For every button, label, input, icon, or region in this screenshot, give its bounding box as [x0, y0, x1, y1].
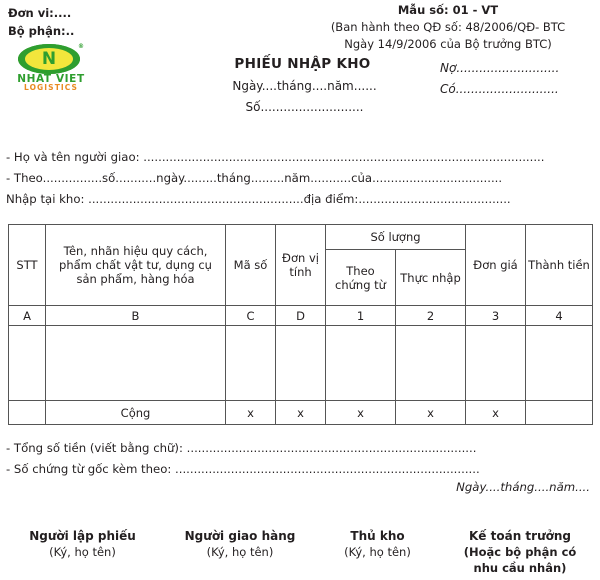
signature-title-preparer: Người lập phiếu — [29, 529, 136, 543]
logo-letter-n-icon: N — [41, 49, 57, 69]
logo-company-name: NHAT VIET — [17, 73, 85, 85]
signature-column-chief-accountant — [440, 528, 600, 576]
letter-cell-b: B — [46, 306, 226, 326]
form-decision-date-line: Ngày 14/9/2006 của Bộ trưởng BTC) — [344, 37, 552, 51]
debit-field: Nợ........................... — [440, 61, 560, 75]
total-cell-unit: x — [276, 401, 326, 425]
cell-name[interactable] — [46, 326, 226, 401]
deliverer-name-field: - Họ và tên người giao: ............................................................................................................ — [6, 150, 545, 164]
header-cell-qty-doc: Theo chứng từ — [326, 250, 396, 306]
cell-qty-actual[interactable] — [396, 326, 466, 401]
total-amount-words-field: - Tổng số tiền (viết bằng chữ): .............................................................................. — [6, 441, 477, 455]
registered-trademark-icon: ® — [78, 43, 84, 50]
warehouse-location-field: Nhập tại kho: ..........................................................địa điểm:......................................... — [6, 192, 511, 206]
total-cell-label: Cộng — [46, 401, 226, 425]
letter-cell-a: A — [9, 306, 46, 326]
header-cell-amount: Thành tiền — [526, 225, 593, 306]
document-number-line: Số........................... — [245, 100, 364, 114]
attached-documents-field: - Số chứng từ gốc kèm theo: .................................................................................. — [6, 462, 480, 476]
signature-block — [0, 528, 600, 576]
signature-sub-storekeeper: (Ký, họ tên) — [344, 545, 411, 559]
cell-code[interactable] — [226, 326, 276, 401]
department-label: Bộ phận:.. — [8, 24, 75, 38]
goods-table — [8, 224, 593, 425]
signature-column-preparer — [0, 528, 165, 576]
document-title-block — [185, 56, 420, 114]
form-number: Mẫu số: 01 - VT — [397, 3, 499, 17]
letter-cell-4: 4 — [526, 306, 593, 326]
reference-document-field: - Theo................số...........ngày.........tháng.........năm...........của................................... — [6, 171, 503, 185]
table-header-row-group — [9, 225, 593, 250]
credit-field: Có........................... — [440, 82, 559, 96]
cell-stt[interactable] — [9, 326, 46, 401]
unit-label: Đơn vi:.... — [8, 6, 72, 20]
letter-cell-2: 2 — [396, 306, 466, 326]
summary-block — [6, 438, 596, 494]
header-cell-qty-actual: Thực nhập — [396, 250, 466, 306]
cell-qty-doc[interactable] — [326, 326, 396, 401]
signature-title-storekeeper: Thủ kho — [350, 529, 405, 543]
total-cell-amount — [526, 401, 593, 425]
company-logo — [8, 44, 94, 92]
header-cell-unit: Đơn vị tính — [276, 225, 326, 306]
table-row[interactable] — [9, 326, 593, 401]
unit-department-block — [8, 4, 198, 40]
logo-company-subtitle: LOGISTICS — [23, 83, 79, 92]
letter-cell-c: C — [226, 306, 276, 326]
signature-sub-deliverer: (Ký, họ tên) — [206, 545, 274, 559]
page-title: PHIẾU NHẬP KHO — [234, 56, 371, 72]
header-cell-unit-price: Đơn giá — [466, 225, 526, 306]
header-cell-name: Tên, nhãn hiệu quy cách, phẩm chất vật tư, dụng cụ sản phẩm, hàng hóa — [46, 225, 226, 306]
total-cell-code: x — [226, 401, 276, 425]
total-cell-qty-doc: x — [326, 401, 396, 425]
signature-sub-preparer: (Ký, họ tên) — [49, 545, 116, 559]
document-date-line: Ngày....tháng....năm...... — [232, 79, 377, 93]
form-reference-block — [300, 2, 596, 53]
debit-credit-block — [440, 58, 598, 100]
header-cell-quantity-group: Số lượng — [326, 225, 466, 250]
table-row-total — [9, 401, 593, 425]
letter-cell-3: 3 — [466, 306, 526, 326]
total-cell-qty-actual: x — [396, 401, 466, 425]
total-cell-stt — [9, 401, 46, 425]
signature-title-deliverer: Người giao hàng — [184, 529, 296, 543]
table-row-column-letters — [9, 306, 593, 326]
header-cell-code: Mã số — [226, 225, 276, 306]
signature-title-chief-accountant: Kế toán trưởng — [469, 529, 571, 543]
form-decision-line: (Ban hành theo QĐ số: 48/2006/QĐ- BTC — [330, 20, 566, 34]
signature-column-storekeeper — [315, 528, 440, 576]
signature-column-deliverer — [165, 528, 315, 576]
signature-sub-chief-accountant-1: (Hoặc bộ phận có — [463, 545, 577, 559]
signing-date-line: Ngày....tháng....năm.... — [456, 480, 590, 494]
header-cell-stt: STT — [9, 225, 46, 306]
letter-cell-1: 1 — [326, 306, 396, 326]
cell-amount[interactable] — [526, 326, 593, 401]
cell-unit-price[interactable] — [466, 326, 526, 401]
signature-sub-chief-accountant-2: nhu cầu nhân) — [473, 561, 567, 575]
letter-cell-d: D — [276, 306, 326, 326]
cell-unit[interactable] — [276, 326, 326, 401]
total-cell-unit-price: x — [466, 401, 526, 425]
delivery-info-block — [6, 147, 596, 210]
